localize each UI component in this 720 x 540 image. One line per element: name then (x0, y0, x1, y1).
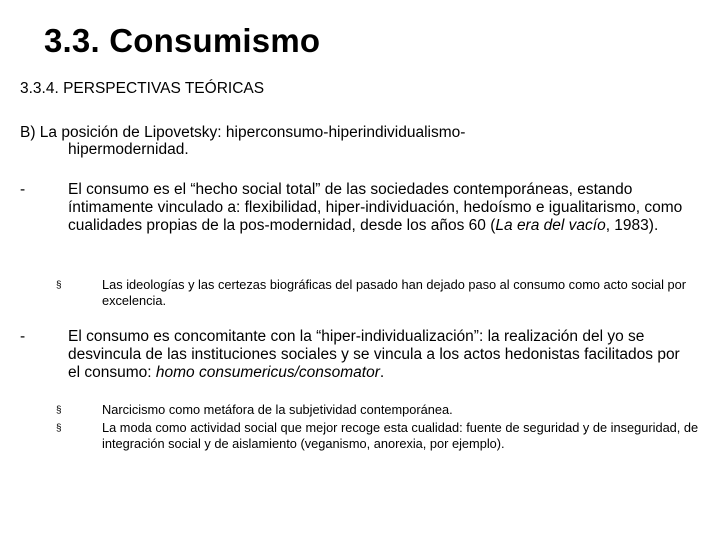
point-1-text-end: , 1983). (605, 217, 659, 234)
subpoint-1-1-text: Las ideologías y las certezas biográficas del pasado han dejado paso al consumo como acto social por excelencia. (102, 277, 687, 308)
point-2-marker: - (20, 328, 26, 345)
section-heading (20, 124, 620, 158)
point-1-text-italic: La era del vacío (495, 217, 606, 234)
subpoint-2-2-text: La moda como actividad social que mejor recoge esta cualidad: fuente de seguridad y de inseguridad, de integración social y de aislamiento (veganismo, anorexia, por ejemplo). (102, 420, 699, 451)
subpoint-2-1-marker: § (56, 405, 62, 416)
section-heading-line-2: hipermodernidad. (68, 141, 189, 158)
point-2-text-main: El consumo es concomitante con la “hiper-individualización”: la realización del yo se desvincula de las instituciones sociales y se vincula a los actos hedonistas facilitados por el consumo: (68, 328, 680, 381)
point-1-text-main: El consumo es el “hecho social total” de las sociedades contemporáneas, estando íntimamente vinculado a: flexibilidad, hiper-individuación, hedoísmo e igualitarismo, como cualidades propias de la pos-modernidad, desde los años 60 ( (68, 181, 683, 234)
subpoint-2-2-marker: § (56, 423, 62, 434)
section-heading-line-1: B) La posición de Lipovetsky: hiperconsumo-hiperindividualismo- (20, 124, 466, 141)
subpoint-1-1-marker: § (56, 280, 62, 291)
slide-title: 3.3. Consumismo (44, 22, 321, 59)
section-subtitle: 3.3.4. PERSPECTIVAS TEÓRICAS (20, 80, 265, 97)
point-1-text (68, 181, 688, 235)
subpoint-2-1-text: Narcicismo como metáfora de la subjetividad contemporánea. (102, 402, 453, 417)
point-1-marker: - (20, 181, 26, 198)
point-2-text-end: . (379, 364, 385, 381)
point-2-text-italic: homo consumericus/consomator (155, 364, 380, 381)
point-2-text (68, 328, 688, 382)
